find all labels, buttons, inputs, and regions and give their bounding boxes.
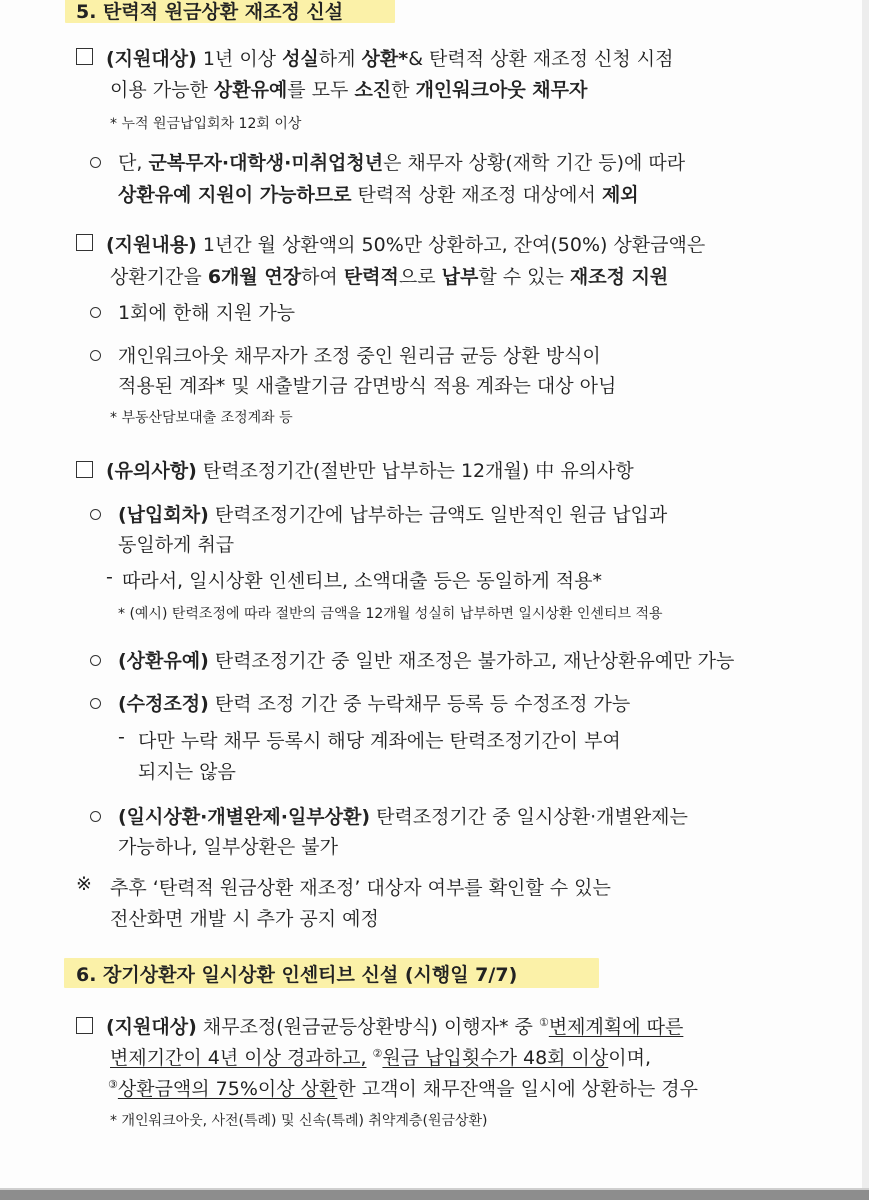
s6-target-footnote: * 개인워크아웃, 사전(특례) 및 신속(특례) 취약계층(원금상환) [110, 1113, 488, 1129]
caution-b3-line: (수정조정) 탄력 조정 기간 중 누락채무 등록 등 수정조정 가능 [118, 693, 631, 715]
target-line-2: 이용 가능한 상환유예를 모두 소진한 개인워크아웃 채무자 [110, 79, 588, 101]
circle-bullet [90, 509, 101, 520]
exception-line-2: 상환유예 지원이 가능하므로 탄력적 상환 재조정 대상에서 제외 [118, 184, 639, 206]
caution-line: (유의사항) 탄력조정기간(절반만 납부하는 12개월) 中 유의사항 [106, 460, 634, 482]
content-footnote: * 부동산담보대출 조정계좌 등 [110, 410, 293, 426]
checkbox-bullet [76, 1017, 93, 1034]
section-6-title: 6. 장기상환자 일시상환 인센티브 신설 (시행일 7/7) [76, 964, 518, 986]
target-footnote: * 누적 원금납입회차 12회 이상 [110, 116, 302, 132]
content-bullet-2-line-2: 적용된 계좌* 및 새출발기금 감면방식 적용 계좌는 대상 아님 [118, 375, 617, 397]
content-line-2: 상환기간을 6개월 연장하여 탄력적으로 납부할 수 있는 재조정 지원 [110, 266, 669, 288]
exception-line-1: 단, 군복무자·대학생·미취업청년은 채무자 상황(재학 기간 등)에 따라 [118, 152, 686, 174]
s6-target-line-1: (지원대상) 채무조정(원금균등상환방식) 이행자* 중 ①변제계획에 따른 [106, 1016, 684, 1038]
dash-bullet: - [118, 726, 125, 748]
circle-bullet [90, 655, 101, 666]
caution-b1-dash: 따라서, 일시상환 인센티브, 소액대출 등은 동일하게 적용* [122, 570, 602, 592]
circle-bullet [90, 307, 101, 318]
caution-b4-line-1: (일시상환·개별완제·일부상환) 탄력조정기간 중 일시상환·개별완제는 [118, 806, 688, 828]
content-bullet-1: 1회에 한해 지원 가능 [118, 302, 296, 324]
circle-bullet [90, 698, 101, 709]
s6-target-line-2: 변제기간이 4년 이상 경과하고, ②원금 납입횟수가 48회 이상이며, [110, 1047, 652, 1069]
content-line-1: (지원내용) 1년간 월 상환액의 50%만 상환하고, 잔여(50%) 상환금액은 [106, 234, 706, 256]
checkbox-bullet [76, 461, 93, 478]
section-5-title: 5. 탄력적 원금상환 재조정 신설 [76, 1, 344, 23]
caution-b1-line-2: 동일하게 취급 [118, 534, 235, 556]
checkbox-bullet [76, 234, 93, 251]
dash-bullet: - [106, 566, 113, 588]
caution-b1-footnote: * (예시) 탄력조정에 따라 절반의 금액을 12개월 성실히 납부하면 일시상환 인센티브 적용 [118, 606, 663, 622]
circle-bullet [90, 350, 101, 361]
scan-edge-bottom [0, 1190, 869, 1200]
remark-line-1: 추후 ‘탄력적 원금상환 재조정’ 대상자 여부를 확인할 수 있는 [110, 877, 611, 899]
reference-mark: ※ [76, 873, 92, 895]
caution-b2-line: (상환유예) 탄력조정기간 중 일반 재조정은 불가하고, 재난상환유예만 가능 [118, 650, 735, 672]
remark-line-2: 전산화면 개발 시 추가 공지 예정 [110, 908, 379, 930]
caution-b3-dash-line-2: 되지는 않음 [138, 761, 236, 783]
scan-edge-right [862, 0, 869, 1200]
target-line-1: (지원대상) 1년 이상 성실하게 상환*& 탄력적 상환 재조정 신청 시점 [106, 48, 674, 70]
content-bullet-2-line-1: 개인워크아웃 채무자가 조정 중인 원리금 균등 상환 방식이 [118, 345, 601, 367]
caution-b3-dash-line-1: 다만 누락 채무 등록시 해당 계좌에는 탄력조정기간이 부여 [138, 730, 621, 752]
caution-b1-line-1: (납입회차) 탄력조정기간에 납부하는 금액도 일반적인 원금 납입과 [118, 504, 668, 526]
s6-target-line-3: ③상환금액의 75%이상 상환한 고객이 채무잔액을 일시에 상환하는 경우 [108, 1078, 698, 1100]
caution-b4-line-2: 가능하나, 일부상환은 불가 [118, 836, 339, 858]
checkbox-bullet [76, 48, 93, 65]
circle-bullet [90, 157, 101, 168]
circle-bullet [90, 811, 101, 822]
